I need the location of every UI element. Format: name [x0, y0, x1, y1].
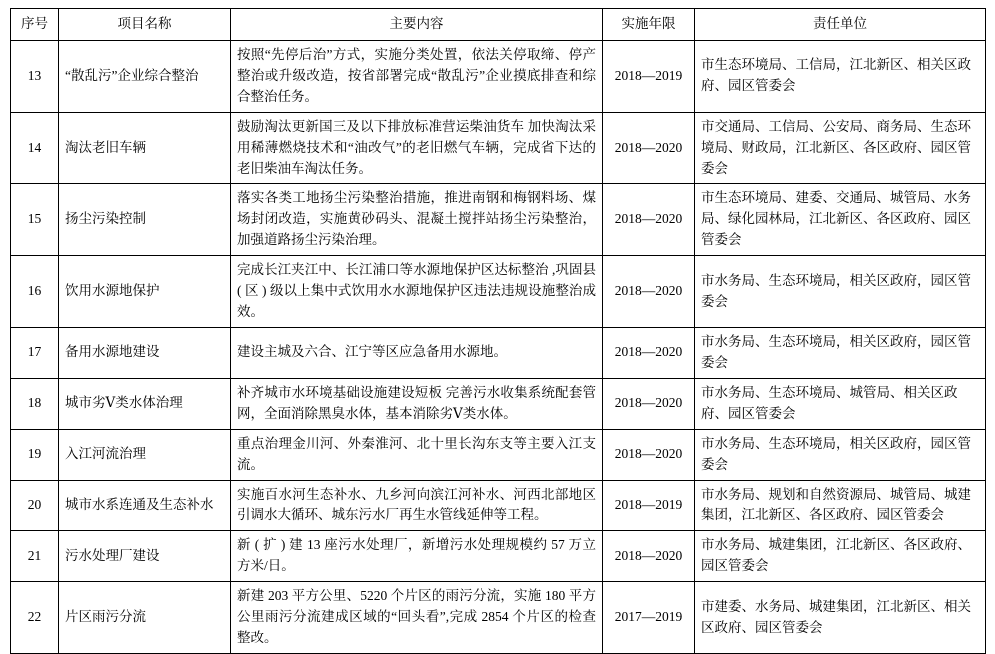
table-row — [11, 531, 986, 582]
cell-content: 重点治理金川河、外秦淮河、北十里长沟东支等主要入江支流。 — [231, 429, 603, 480]
cell-unit: 市水务局、城建集团，江北新区、各区政府、园区管委会 — [695, 531, 986, 582]
cell-term: 2018—2020 — [603, 378, 695, 429]
cell-no: 21 — [11, 531, 59, 582]
table-row — [11, 256, 986, 328]
cell-term: 2018—2020 — [603, 531, 695, 582]
table-header-row — [11, 9, 986, 41]
cell-no: 20 — [11, 480, 59, 531]
cell-unit: 市交通局、工信局、公安局、商务局、生态环境局、财政局，江北新区、各区政府、园区管委会 — [695, 112, 986, 184]
cell-no: 18 — [11, 378, 59, 429]
cell-unit: 市水务局、生态环境局、城管局、相关区政府、园区管委会 — [695, 378, 986, 429]
cell-content: 按照“先停后治”方式，实施分类处置，依法关停取缔、停产整治或升级改造，按省部署完成“散乱污”企业摸底排查和综合整治任务。 — [231, 40, 603, 112]
cell-name: 污水处理厂建设 — [59, 531, 231, 582]
column-header-name: 项目名称 — [59, 9, 231, 41]
table-header — [11, 9, 986, 41]
table-row — [11, 582, 986, 654]
cell-term: 2018—2019 — [603, 40, 695, 112]
cell-unit: 市水务局、规划和自然资源局、城管局、城建集团，江北新区、各区政府、园区管委会 — [695, 480, 986, 531]
project-plan-table — [10, 8, 986, 654]
cell-content: 鼓励淘汰更新国三及以下排放标准营运柴油货车 加快淘汰采用稀薄燃烧技术和“油改气”的老旧燃气车辆，完成省下达的老旧柴油车淘汰任务。 — [231, 112, 603, 184]
table-row — [11, 112, 986, 184]
cell-name: 片区雨污分流 — [59, 582, 231, 654]
cell-name: “散乱污”企业综合整治 — [59, 40, 231, 112]
cell-term: 2018—2020 — [603, 256, 695, 328]
cell-name: 入江河流治理 — [59, 429, 231, 480]
cell-name: 城市劣Ⅴ类水体治理 — [59, 378, 231, 429]
table-row — [11, 184, 986, 256]
cell-content: 完成长江夹江中、长江浦口等水源地保护区达标整治 ,巩固县 ( 区 ) 级以上集中式饮用水水源地保护区违法违规设施整治成效。 — [231, 256, 603, 328]
cell-no: 15 — [11, 184, 59, 256]
cell-name: 备用水源地建设 — [59, 327, 231, 378]
cell-no: 22 — [11, 582, 59, 654]
cell-name: 饮用水源地保护 — [59, 256, 231, 328]
table-body — [11, 40, 986, 653]
column-header-term: 实施年限 — [603, 9, 695, 41]
cell-term: 2018—2020 — [603, 112, 695, 184]
cell-unit: 市水务局、生态环境局，相关区政府，园区管委会 — [695, 327, 986, 378]
column-header-content: 主要内容 — [231, 9, 603, 41]
cell-content: 新建 203 平方公里、5220 个片区的雨污分流，实施 180 平方公里雨污分流建成区域的“回头看”,完成 2854 个片区的检查整改。 — [231, 582, 603, 654]
cell-content: 建设主城及六合、江宁等区应急备用水源地。 — [231, 327, 603, 378]
cell-unit: 市建委、水务局、城建集团，江北新区、相关区政府、园区管委会 — [695, 582, 986, 654]
table-row — [11, 480, 986, 531]
cell-no: 14 — [11, 112, 59, 184]
cell-term: 2018—2020 — [603, 327, 695, 378]
table-row — [11, 327, 986, 378]
cell-no: 16 — [11, 256, 59, 328]
cell-name: 扬尘污染控制 — [59, 184, 231, 256]
column-header-unit: 责任单位 — [695, 9, 986, 41]
cell-unit: 市生态环境局、工信局，江北新区、相关区政府、园区管委会 — [695, 40, 986, 112]
cell-term: 2018—2020 — [603, 429, 695, 480]
column-header-no: 序号 — [11, 9, 59, 41]
table-row — [11, 429, 986, 480]
cell-term: 2018—2020 — [603, 184, 695, 256]
cell-name: 城市水系连通及生态补水 — [59, 480, 231, 531]
cell-unit: 市水务局、生态环境局，相关区政府，园区管委会 — [695, 256, 986, 328]
cell-unit: 市生态环境局、建委、交通局、城管局、水务局、绿化园林局，江北新区、各区政府、园区管委会 — [695, 184, 986, 256]
cell-content: 落实各类工地扬尘污染整治措施，推进南钢和梅钢料场、煤场封闭改造，实施黄砂码头、混凝土搅拌站扬尘污染整治，加强道路扬尘污染治理。 — [231, 184, 603, 256]
cell-term: 2017—2019 — [603, 582, 695, 654]
cell-no: 13 — [11, 40, 59, 112]
cell-no: 17 — [11, 327, 59, 378]
table-row — [11, 40, 986, 112]
cell-content: 新 ( 扩 ) 建 13 座污水处理厂，新增污水处理规模约 57 万立方米/日。 — [231, 531, 603, 582]
table-row — [11, 378, 986, 429]
cell-term: 2018—2019 — [603, 480, 695, 531]
cell-name: 淘汰老旧车辆 — [59, 112, 231, 184]
cell-unit: 市水务局、生态环境局，相关区政府，园区管委会 — [695, 429, 986, 480]
cell-no: 19 — [11, 429, 59, 480]
cell-content: 实施百水河生态补水、九乡河向滨江河补水、河西北部地区引调水大循环、城东污水厂再生水管线延伸等工程。 — [231, 480, 603, 531]
cell-content: 补齐城市水环境基础设施建设短板 完善污水收集系统配套管网，全面消除黑臭水体，基本消除劣Ⅴ类水体。 — [231, 378, 603, 429]
